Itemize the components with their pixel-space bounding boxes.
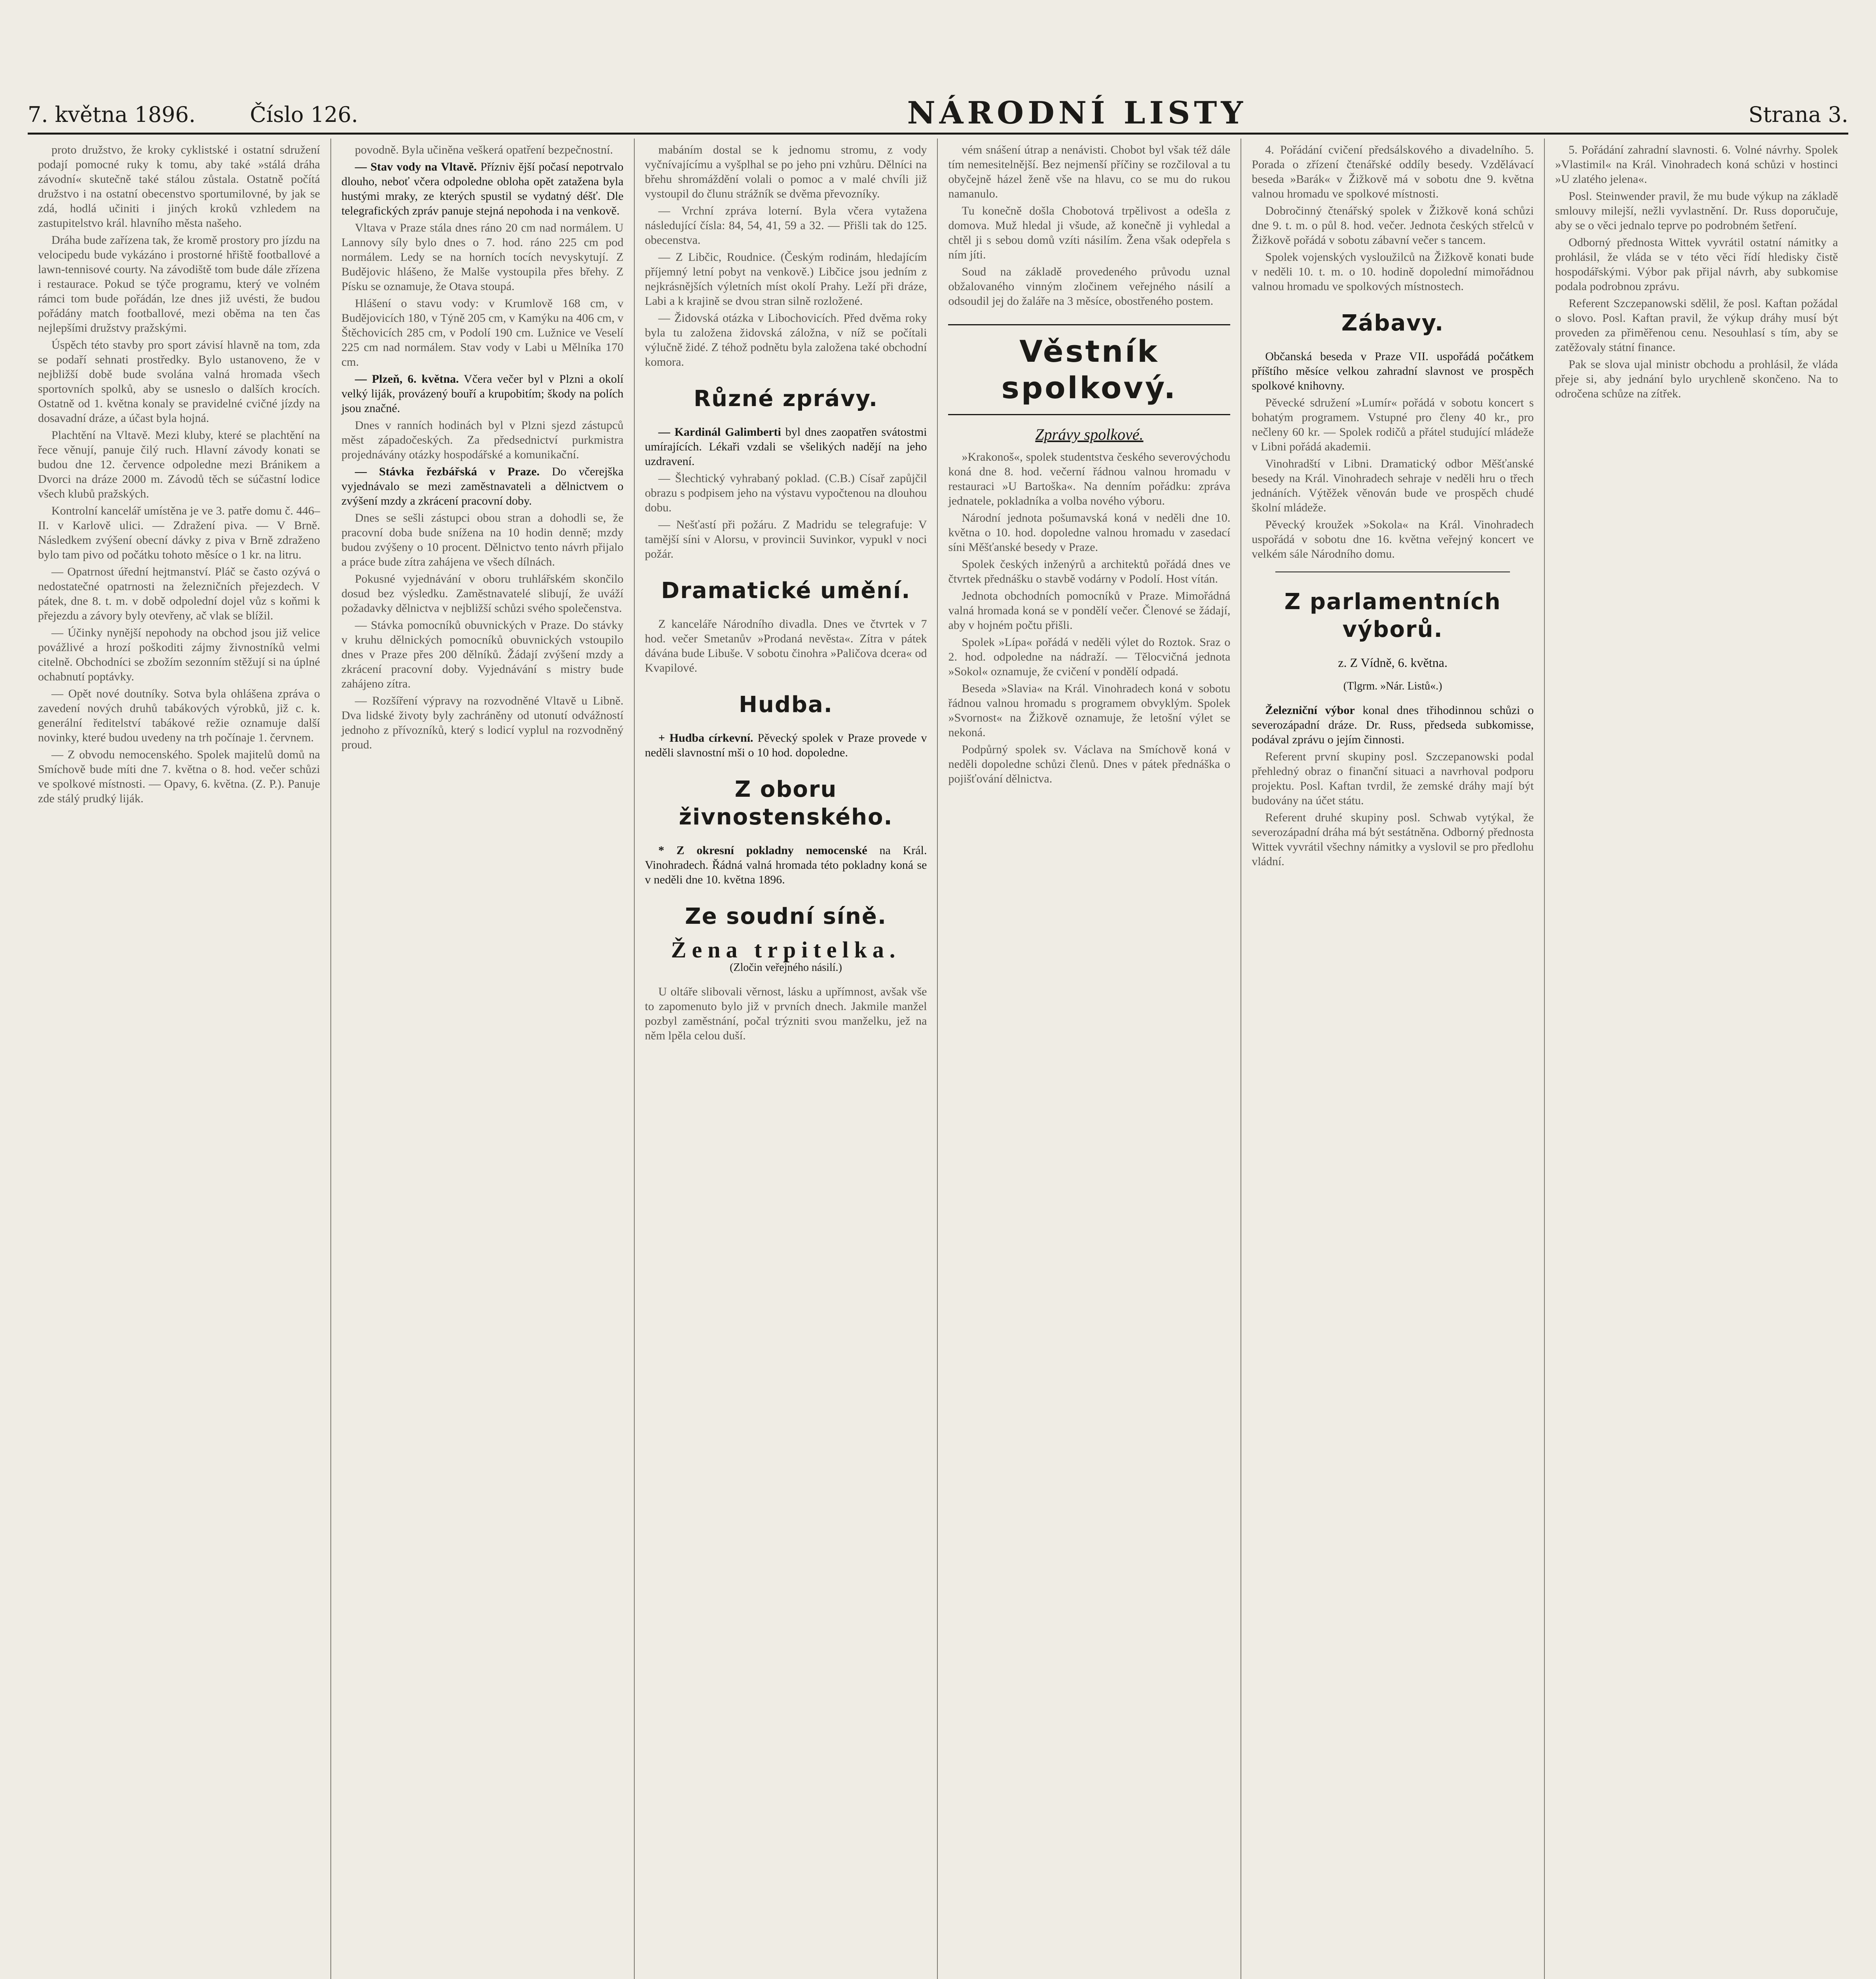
- filler-text: Podpůrný spolek sv. Václava na Smíchově koná v neděli dopoledne schůzi členů. Dnes v pátek přednáška o pojišťování dělnictva.: [948, 743, 1231, 785]
- filler-text: Pak se slova ujal ministr obchodu a prohlásil, že vláda přeje si, aby jednání bylo urychleně skončeno. Na to odročena schůze na zítřek.: [1555, 358, 1838, 400]
- section-heading-box: [645, 385, 927, 413]
- filler-text: Beseda »Slavia« na Král. Vinohradech koná v sobotu řádnou valnou hromadu s programem obvyklým. Spolek »Svornost« na Žižkově oznamuje, že letošní výlet se nekoná.: [948, 682, 1231, 739]
- filler-text: — Stávka pomocníků obuvnických v Praze. Do stávky v kruhu dělnických pomocníků obuvnických vstoupilo dnes v Praze přes 200 dělníků. Žádají zvýšení mzdy a zkrácení pracovní doby. Vyjednávání s mistry bude zahájeno zítra.: [341, 619, 624, 690]
- section-subheading: Zprávy spolkové.: [1035, 425, 1144, 443]
- masthead-left: [28, 102, 406, 133]
- filler-text: — Z obvodu nemocenského. Spolek majitelů domů na Smíchově bude míti dne 7. května o 8. hod. večer schůzi ve spolkové místnosti. — Opavy, 6. května. (Z. P.). Panuje zde stálý prudký liják.: [38, 748, 320, 805]
- article: — Kardinál Galimberti byl dnes zaopatřen svátostmi umírajících. Lékaři vzdali se všelikých nadějí na jeho uzdravení.: [645, 425, 927, 468]
- filler-text: — Nešťastí při požáru. Z Madridu se telegrafuje: V tamější síni v Alorsu, v provincii Suvinkor, vypukl v noci požár.: [645, 518, 927, 560]
- filler-text: — Opatrnost úřední hejtmanství. Pláč se často ozývá o nedostatečné opatrnosti na železničních přejezdech. V pátek, dne 8. t. m. v době odpolední dojel vůz s koňmi k přejezdu a závory byly otevřeny, ač vlak se blížil.: [38, 565, 320, 622]
- filler-text: — Židovská otázka v Libochovicích. Před dvěma roky byla tu založena židovská záložna, v níž se počítali výlučně židé. Z téhož podnětu byla založena také obchodní komora.: [645, 311, 927, 368]
- section-heading: Různé zprávy.: [693, 386, 878, 412]
- issue-number: Číslo 126.: [250, 102, 358, 127]
- filler-text: Kontrolní kancelář umístěna je ve 3. patře domu č. 446–II. v Karlově ulici. — Zdražení piva. — V Brně. Následkem zvýšení obecní dávky z piva v Brně zdraženo bylo tam pivo od počátku tohoto měsíce o 1 kr. na litru.: [38, 504, 320, 561]
- filler-text: Spolek vojenských vysloužilců na Žižkově konati bude v neděli 10. t. m. o 10. hodině dopolední mimořádnou valnou hromadu ve spolkových místnostech.: [1252, 251, 1534, 293]
- filler-text: — Z Libčic, Roudnice. (Českým rodinám, hledajícím příjemný letní pobyt na venkově.) Libčice jsou jedním z nejkrásnějších výletních míst okolí Prahy. Leží při dráze, Labi a k krajině se dvou stran silně rozložené.: [645, 251, 927, 308]
- filler-text: Vinohradští v Libni. Dramatický odbor Měšťanské besedy na Král. Vinohradech sehraje v neděli hru o třech jednáních. Výtěžek věnován bude ve prospěch chudé školní mládeže.: [1252, 457, 1534, 514]
- column-4: [938, 139, 1241, 1979]
- dateline-source: (Tlgrm. »Nár. Listů«.): [1343, 680, 1442, 692]
- article: * Z okresní pokladny nemocenské na Král. Vinohradech. Řádná valná hromada této pokladny koná se v neděli dne 10. května 1896.: [645, 844, 927, 886]
- story-title: Žena trpitelka.: [671, 937, 901, 963]
- filler-text: Z kanceláře Národního divadla. Dnes ve čtvrtek v 7 hod. večer Smetanův »Prodaná nevěsta«. Zítra v pátek dávána bude Libuše. V sobotu činohra »Paličova dcera« od Kvapilové.: [645, 617, 927, 674]
- filler-text: Spolek »Lípa« pořádá v neděli výlet do Roztok. Sraz o 2. hod. odpoledne na nádraží. — Tělocvičná jednota »Sokol« oznamuje, že cvičení v pondělí odpadá.: [948, 636, 1231, 678]
- filler-text: Jednota obchodních pomocníků v Praze. Mimořádná valná hromada koná se v pondělí večer. Členové se žádají, aby v hojném počtu přišli.: [948, 589, 1231, 632]
- filler-text: — Opět nové doutníky. Sotva byla ohlášena zpráva o zavedení nových druhů tabákových výrobků, již c. k. generální ředitelství tabákové režie oznamuje další novinky, které budou uvedeny na trh počínaje 1. červnem.: [38, 687, 320, 744]
- section-heading-box: [645, 776, 927, 831]
- filler-text: — Účinky nynější nepohody na obchod jsou již velice povážlivé a hrozí poškoditi zájmy živnostníků velmi citelně. Obchodníci se zbožím sezonním stěžují si na úplné ochabnutí poptávky.: [38, 626, 320, 683]
- filler-text: Dobročinný čtenářský spolek v Žižkově koná schůzi dne 9. t. m. o půl 8. hod. večer. Jednota českých střelců v Žižkově pořádá v sobotu zábavní večer s tancem.: [1252, 204, 1534, 247]
- article: — Plzeň, 6. května. Včera večer byl v Plzni a okolí velký liják, provázený bouří a krupobitím; škody na polích jsou značné.: [341, 372, 624, 415]
- masthead: [28, 85, 1848, 135]
- page-number: Strana 3.: [1748, 102, 1848, 127]
- article: — Stav vody na Vltavě. Přízniv ější počasí nepotrvalo dlouho, neboť včera odpoledne obloha opět zatažena byla hustými mraky, ze kterých spustil se vydatný déšť. Dle telegrafických zpráv panuje stejná nepohoda i na venkově.: [341, 160, 624, 217]
- section-heading: Z oboru živnostenského.: [679, 777, 893, 830]
- column-3: [635, 139, 938, 1979]
- filler-text: Pokusné vyjednávání v oboru truhlářském skončilo dosud bez výsledku. Zaměstnavatelé slibují, že uváží požadavky dělnictva v nejbližší schůzi svého společenstva.: [341, 572, 624, 615]
- section-heading-box: [1252, 588, 1534, 644]
- filler-text: Posl. Steinwender pravil, že mu bude výkup na základě smlouvy milejší, nežli vyvlastnění. Dr. Russ doporučuje, aby se o věci jednalo teprve po podrobném šetření.: [1555, 190, 1838, 232]
- filler-text: Národní jednota pošumavská koná v neděli dne 10. května o 10. hod. dopoledne valnou hromadu v zasedací síni Měšťanské besedy v Praze.: [948, 511, 1231, 554]
- issue-date: 7. května 1896.: [28, 102, 196, 127]
- filler-text: Plachtění na Vltavě. Mezi kluby, které se plachtění na řece věnují, panuje čilý ruch. Hlavní závody konati se budou dne 12. července odpoledne mezi Bránikem a Dvorci na dráze 2000 m. Závodů těch se súčastní lodice všech klubů pražských.: [38, 429, 320, 500]
- filler-text: 5. Pořádání zahradní slavnosti. 6. Volné návrhy. Spolek »Vlastimil« na Král. Vinohradech koná schůzi v hostinci »U zlatého jelena«.: [1555, 143, 1838, 186]
- filler-text: — Šlechtický vyhrabaný poklad. (C.B.) Císař zapůjčil obrazu s podpisem jeho na výstavu vypočtenou na dlouhou dobu.: [645, 472, 927, 514]
- filler-text: mabáním dostal se k jednomu stromu, z vody vyčnívajícímu a vyšplhal se po jeho pni vzhůru. Dělníci na břehu shromáždění volali o pomoc a v malé chvíli již vystoupil do člunu strážník se dvěma převozníky.: [645, 143, 927, 200]
- filler-text: Referent druhé skupiny posl. Schwab vytýkal, že severozápadní dráha má být sestátněna. Odborný přednosta Wittek vyvrátil všechny námitky a vyslovil se pro předlohu vládní.: [1252, 811, 1534, 868]
- section-heading-box: [645, 903, 927, 931]
- newspaper-title: NÁRODNÍ LISTY: [907, 95, 1247, 131]
- filler-text: Pěvecký kroužek »Sokola« na Král. Vinohradech uspořádá v sobotu dne 16. května veřejný koncert ve velkém sále Národního domu.: [1252, 518, 1534, 560]
- column-1: [28, 139, 331, 1979]
- article: — Stávka řezbářská v Praze. Do včerejška vyjednávalo se mezi zaměstnavateli a dělnictvem o zvýšení mzdy a zkrácení pracovní doby.: [341, 465, 624, 507]
- section-heading-box: [645, 577, 927, 605]
- column-6: [1545, 139, 1848, 1979]
- filler-text: Vltava v Praze stála dnes ráno 20 cm nad normálem. U Lannovy síly bylo dnes o 7. hod. ráno 225 cm pod normálem. Ledy se na horních tocích nevyskytují. Z Budějovic hlášeno, že Malše vystoupila přes břehy. Z Písku se oznamuje, že Otava stoupá.: [341, 221, 624, 293]
- article-columns: [28, 139, 1848, 1979]
- section-heading: Hudba.: [739, 692, 833, 718]
- filler-text: — Rozšíření výpravy na rozvodněné Vltavě u Libně. Dva lidské životy byly zachráněny od utonutí odvážností jednoho z přívozníků, který s lodicí vyplul na rozvodněný proud.: [341, 694, 624, 751]
- section-heading: Zábavy.: [1341, 310, 1444, 336]
- filler-text: 4. Pořádání cvičení předsálskového a divadelního. 5. Porada o zřízení čtenářské oddíly besedy. Vzdělávací beseda »Barák« v Žižkově má v sobotu dne 9. května valnou hromadu ve spolkové místnosti.: [1252, 143, 1534, 200]
- section-heading: Ze soudní síně.: [685, 904, 887, 929]
- column-2: [331, 139, 635, 1979]
- filler-text: Tu konečně došla Chobotová trpělivost a odešla z domova. Muž hledal ji všude, až konečně ji vyhledal a chtěl ji s sebou domů vzíti násilím. Žena však odepřela s ním jíti.: [948, 204, 1231, 261]
- filler-text: Odborný přednosta Wittek vyvrátil ostatní námitky a prohlásil, že vláda se v této věci řídí hledisky čistě hospodářskými. Výbor pak přijal návrh, aby subkomise podala podrobnou zprávu.: [1555, 236, 1838, 293]
- filler-text: Dráha bude zařízena tak, že kromě prostory pro jízdu na velocipedu bude vykázáno i prostorné hřiště footballové a lawn-tennisové courty. Na závodiště tom bude dále zřízena i restaurace. Pokud se týče programu, který ve volném rámci tom bude pořádán, lze dnes již uvésti, že budou pořádány match footballové, mezi oběma na ten čas nejlepšími družstvy pražskými.: [38, 234, 320, 334]
- filler-text: Hlášení o stavu vody: v Krumlově 168 cm, v Budějovicích 180, v Týně 205 cm, v Kamýku na 406 cm, v Štěchovicích 285 cm, v Podolí 190 cm. Lužnice ve Veselí 225 cm nad normálem. Stav vody v Labi u Mělníka 170 cm.: [341, 297, 624, 368]
- dateline: z. Z Vídně, 6. května.: [1338, 655, 1448, 670]
- filler-text: — Vrchní zpráva loterní. Byla včera vytažena následující čísla: 84, 54, 41, 59 a 32. — Přišli tak do 125. obecenstva.: [645, 204, 927, 247]
- filler-text: Dnes v ranních hodinách byl v Plzni sjezd zástupců měst západočeských. Za předsednictví purkmistra projednávány otázky hospodářské a komunikační.: [341, 419, 624, 461]
- story-subtitle: (Zločin veřejného násilí.): [730, 961, 842, 974]
- section-heading: Dramatické umění.: [661, 578, 911, 604]
- column-5: [1241, 139, 1545, 1979]
- filler-text: Spolek českých inženýrů a architektů pořádá dnes ve čtvrtek přednášku o stavbě vodárny v Podolí. Host vítán.: [948, 558, 1231, 585]
- filler-text: proto družstvo, že kroky cyklistské i ostatní sdružení podají pomocné ruky k tomu, aby také »stálá dráha závodní« skutečně také stálou zůstala. Ostatně počítá družstvo i na ostatní obecenstvo sportumilovné, by jak se zdá, hodlá učiniti i jiných kroků vzhledem na zastupitelstvo král. hlavního města našeho.: [38, 143, 320, 230]
- section-heading-box: [645, 691, 927, 719]
- filler-text: »Krakonoš«, spolek studentstva českého severovýchodu koná dne 8. hod. večerní řádnou valnou hromadu v restauraci »U Bartoška«. Na denním pořádku: zpráva jednatele, pokladníka a volba nového výboru.: [948, 450, 1231, 507]
- section-heading: Věstník spolkový.: [1001, 334, 1178, 405]
- filler-text: Dnes se sešli zástupci obou stran a dohodli se, že pracovní doba bude snížena na 10 hodin denně; mzdy budou zvýšeny o 10 procent. Dělnictvo tento návrh přijalo a práce bude zítra zahájena ve všech dílnách.: [341, 511, 624, 568]
- filler-text: Pěvecké sdružení »Lumír« pořádá v sobotu koncert s bohatým programem. Vstupné pro členy 40 kr., pro nečleny 60 kr. — Spolek rodičů a přátel studující mládeže v Libni pořádá akademii.: [1252, 396, 1534, 453]
- section-heading: Z parlamentních výborů.: [1284, 589, 1501, 642]
- filler-text: Referent první skupiny posl. Szczepanowski podal přehledný obraz o finanční situaci a navrhoval podporu projektu. Posl. Kaftan tvrdil, že zemské dráhy mají být budovány na účet státu.: [1252, 750, 1534, 807]
- filler-text: U oltáře slibovali věrnost, lásku a upřímnost, avšak vše to zapomenuto bylo již v prvních dnech. Jakmile manžel pozbyl zaměstnání, počal trýzniti svou manželku, jež na něm lpěla celou duší.: [645, 985, 927, 1042]
- filler-text: povodně. Byla učiněna veškerá opatření bezpečnostní.: [355, 143, 613, 156]
- article: Občanská beseda v Praze VII. uspořádá počátkem příštího měsíce velkou zahradní slavnost ve prospěch spolkové knihovny.: [1252, 350, 1534, 392]
- filler-text: vém snášení útrap a nenávisti. Chobot byl však též dále tím nemesitelnější. Bez nejmenší příčiny se rozčiloval a tu obyčejně házel ženě vše na hlavu, co se mu do rukou namanulo.: [948, 143, 1231, 200]
- filler-text: Soud na základě provedeného průvodu uznal obžalovaného vinným zločinem veřejného násilí a odsoudil jej do žaláře na 3 měsíce, obostřeného postem.: [948, 265, 1231, 308]
- article: + Hudba církevní. Pěvecký spolek v Praze provede v neděli slavnostní mši o 10 hod. dopoledne.: [645, 731, 927, 759]
- section-heading-box: [1252, 310, 1534, 337]
- article: Železniční výbor konal dnes třihodinnou schůzi o severozápadní dráze. Dr. Russ, předseda subkomisse, podával zprávu o jejím činnosti.: [1252, 704, 1534, 746]
- filler-text: Úspěch této stavby pro sport závisí hlavně na tom, zda se podaří sehnati prostředky. Bylo ustanoveno, že v nejbližší době bude svolána valná hromada všech sportovních spolků, aby se usneslo o dalších krocích. Ostatně od 1. května konaly se pravidelné cvičné jízdy na dosavadní dráze, a účast byla hojná.: [38, 338, 320, 425]
- section-heading-box: [948, 324, 1230, 415]
- filler-text: Referent Szczepanowski sdělil, že posl. Kaftan požádal o slovo. Posl. Kaftan pravil, že výkup dráhy musí být proveden za přiměřenou cenu. Nesouhlasí s tím, aby se zatěžovaly státní finance.: [1555, 297, 1838, 354]
